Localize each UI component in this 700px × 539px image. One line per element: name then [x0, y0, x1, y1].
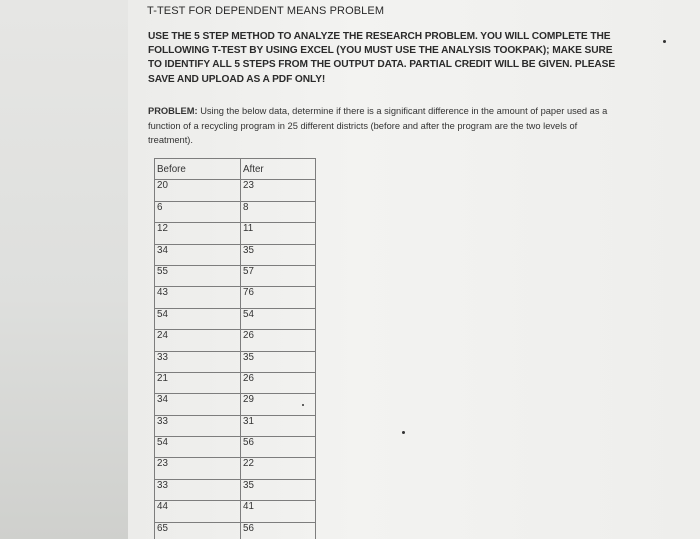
after-cell: 23 [241, 180, 316, 201]
table-row [155, 479, 316, 500]
after-cell: 35 [241, 479, 316, 500]
after-cell: 56 [241, 522, 316, 539]
table-row [155, 244, 316, 265]
after-cell: 29 [241, 394, 316, 415]
pen-mark-dot [302, 404, 304, 406]
table-row [155, 330, 316, 351]
before-cell: 21 [155, 372, 241, 393]
data-table [154, 158, 316, 539]
before-cell: 65 [155, 522, 241, 539]
after-cell: 26 [241, 372, 316, 393]
after-cell: 54 [241, 308, 316, 329]
after-cell: 56 [241, 437, 316, 458]
before-cell: 33 [155, 479, 241, 500]
before-cell: 33 [155, 351, 241, 372]
before-cell: 54 [155, 308, 241, 329]
before-cell: 44 [155, 501, 241, 522]
after-cell: 76 [241, 287, 316, 308]
table-row [155, 180, 316, 201]
header-before: Before [155, 159, 241, 180]
after-cell: 35 [241, 351, 316, 372]
before-cell: 54 [155, 437, 241, 458]
table-row [155, 394, 316, 415]
before-cell: 34 [155, 244, 241, 265]
table-row [155, 287, 316, 308]
header-after: After [241, 159, 316, 180]
document-title: T-TEST FOR DEPENDENT MEANS PROBLEM [147, 5, 385, 17]
after-cell: 41 [241, 501, 316, 522]
after-cell: 8 [241, 201, 316, 222]
after-cell: 11 [241, 223, 316, 244]
after-cell: 57 [241, 265, 316, 286]
instructions-paragraph: USE THE 5 STEP METHOD TO ANALYZE THE RESEARCH PROBLEM. YOU WILL COMPLETE THE FOLLOWING T-TEST BY USING EXCEL (YOU MUST USE THE ANALYSIS TOOKPAK); MAKE SURE TO IDENTIFY ALL 5 STEPS FROM THE OUTPUT DATA. PARTIAL CREDIT WILL BE GIVEN. PLEASE SAVE AND UPLOAD AS A PDF ONLY! [148, 31, 616, 85]
pen-mark-dot [663, 40, 666, 43]
after-cell: 26 [241, 330, 316, 351]
before-cell: 24 [155, 330, 241, 351]
after-cell: 31 [241, 415, 316, 436]
before-cell: 23 [155, 458, 241, 479]
table-row [155, 415, 316, 436]
table-row [155, 501, 316, 522]
before-cell: 34 [155, 394, 241, 415]
table-row [155, 265, 316, 286]
table-row [155, 437, 316, 458]
after-cell: 22 [241, 458, 316, 479]
before-cell: 33 [155, 415, 241, 436]
after-cell: 35 [241, 244, 316, 265]
before-cell: 20 [155, 180, 241, 201]
problem-paragraph [148, 104, 608, 148]
before-cell: 43 [155, 287, 241, 308]
problem-text: Using the below data, determine if there is a significant difference in the amount of paper used as a function of a recycling program in 25 different districts (before and after the program are the two levels of treatment). [148, 106, 608, 145]
table-row [155, 372, 316, 393]
before-cell: 55 [155, 265, 241, 286]
table-header-row [155, 159, 316, 180]
pen-mark-dot [402, 431, 405, 434]
table-row [155, 351, 316, 372]
table-row [155, 522, 316, 539]
before-cell: 6 [155, 201, 241, 222]
table-row [155, 223, 316, 244]
table-row [155, 308, 316, 329]
table-row [155, 201, 316, 222]
table-row [155, 458, 316, 479]
problem-label: PROBLEM: [148, 106, 198, 116]
before-cell: 12 [155, 223, 241, 244]
